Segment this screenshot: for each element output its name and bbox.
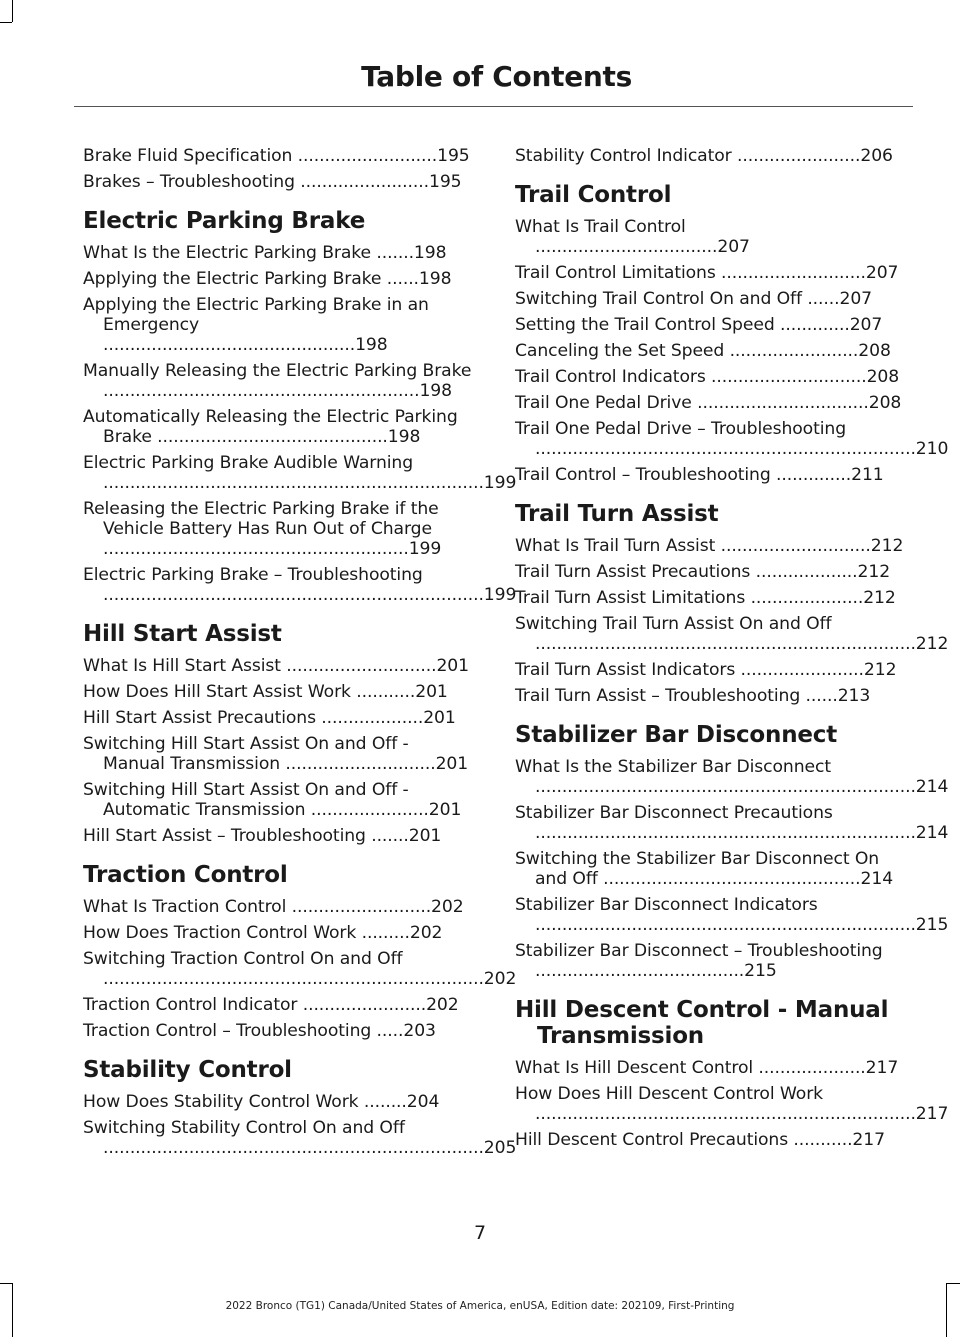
crop-mark-top-left-v (12, 0, 13, 22)
toc-entry[interactable]: Switching Trail Turn Assist On and Off .......................................................................212 (515, 614, 949, 654)
section-heading: Hill Start Assist (83, 621, 282, 647)
toc-entry[interactable]: How Does Traction Control Work .........202 (83, 923, 443, 943)
page-number: 7 (473, 1222, 487, 1244)
toc-entry[interactable]: Trail One Pedal Drive ................................208 (515, 393, 902, 413)
toc-entry[interactable]: Switching Traction Control On and Off .......................................................................202 (83, 949, 517, 989)
toc-entry[interactable]: Electric Parking Brake – Troubleshooting .......................................................................199 (83, 565, 517, 605)
toc-entry[interactable]: Switching Hill Start Assist On and Off - Manual Transmission ............................201 (83, 734, 469, 774)
toc-entry[interactable]: How Does Stability Control Work ........204 (83, 1092, 440, 1112)
toc-entry[interactable]: Setting the Trail Control Speed .............207 (515, 315, 883, 335)
toc-entry[interactable]: What Is the Stabilizer Bar Disconnect .......................................................................214 (515, 757, 949, 797)
section-heading: Traction Control (83, 862, 288, 888)
toc-entry[interactable]: Trail Turn Assist Precautions ...................212 (515, 562, 891, 582)
toc-entry[interactable]: Stabilizer Bar Disconnect – Troubleshooting .......................................215 (515, 941, 883, 981)
toc-entry[interactable]: Trail One Pedal Drive – Troubleshooting .......................................................................210 (515, 419, 949, 459)
crop-mark-bottom-left-h (0, 1283, 12, 1284)
toc-entry[interactable]: Manually Releasing the Electric Parking Brake ...........................................................198 (83, 361, 472, 401)
toc-entry[interactable]: What Is Hill Descent Control ....................217 (515, 1058, 899, 1078)
toc-entry[interactable]: Trail Turn Assist – Troubleshooting ......213 (515, 686, 871, 706)
toc-entry[interactable]: Applying the Electric Parking Brake ......198 (83, 269, 452, 289)
toc-entry[interactable]: Hill Start Assist – Troubleshooting .......201 (83, 826, 442, 846)
toc-entry[interactable]: Trail Turn Assist Limitations .....................212 (515, 588, 896, 608)
toc-entry[interactable]: How Does Hill Descent Control Work .......................................................................217 (515, 1084, 949, 1124)
crop-mark-bottom-right-h (947, 1283, 960, 1284)
toc-entry[interactable]: Stabilizer Bar Disconnect Precautions .......................................................................214 (515, 803, 949, 843)
edition-line: 2022 Bronco (TG1) Canada/United States of America, enUSA, Edition date: 202109, First-Printing (225, 1300, 735, 1312)
section-heading: Hill Descent Control - Manual Transmission (515, 997, 889, 1049)
toc-entry[interactable]: Releasing the Electric Parking Brake if the Vehicle Battery Has Run Out of Charge .........................................................199 (83, 499, 442, 559)
toc-entry[interactable]: Brakes – Troubleshooting ........................195 (83, 172, 462, 192)
toc-entry[interactable]: Stability Control Indicator .......................206 (515, 146, 893, 166)
toc-entry[interactable]: What Is Trail Turn Assist ............................212 (515, 536, 904, 556)
toc-entry[interactable]: Trail Control – Troubleshooting ..............211 (515, 465, 884, 485)
header-rule (74, 106, 913, 107)
toc-entry[interactable]: How Does Hill Start Assist Work ...........201 (83, 682, 448, 702)
toc-entry[interactable]: Trail Control Limitations ...........................207 (515, 263, 899, 283)
page-title: Table of Contents (361, 60, 632, 93)
toc-right-column (515, 146, 949, 1156)
toc-entry[interactable]: Hill Descent Control Precautions ...........217 (515, 1130, 885, 1150)
toc-entry[interactable]: What Is Traction Control ..........................202 (83, 897, 464, 917)
toc-entry[interactable]: Trail Control Indicators .............................208 (515, 367, 900, 387)
toc-entry[interactable]: What Is the Electric Parking Brake .......198 (83, 243, 447, 263)
toc-entry[interactable]: What Is Trail Control ..................................207 (515, 217, 750, 257)
crop-mark-top-left-h (0, 22, 12, 23)
toc-entry[interactable]: Switching Hill Start Assist On and Off - Automatic Transmission ......................201 (83, 780, 462, 820)
section-heading: Stabilizer Bar Disconnect (515, 722, 838, 748)
section-heading: Electric Parking Brake (83, 208, 366, 234)
section-heading: Trail Turn Assist (515, 501, 719, 527)
toc-entry[interactable]: Automatically Releasing the Electric Parking Brake ...........................................198 (83, 407, 458, 447)
toc-entry[interactable]: Applying the Electric Parking Brake in an Emergency ...............................................198 (83, 295, 429, 355)
toc-entry[interactable]: Trail Turn Assist Indicators .......................212 (515, 660, 897, 680)
section-heading: Stability Control (83, 1057, 292, 1083)
toc-entry[interactable]: Brake Fluid Specification ..........................195 (83, 146, 470, 166)
section-heading: Trail Control (515, 182, 672, 208)
toc-entry[interactable]: Traction Control Indicator .......................202 (83, 995, 459, 1015)
toc-entry[interactable]: Traction Control – Troubleshooting .....203 (83, 1021, 436, 1041)
toc-entry[interactable]: Stabilizer Bar Disconnect Indicators .......................................................................215 (515, 895, 949, 935)
toc-entry[interactable]: Switching Stability Control On and Off .......................................................................205 (83, 1118, 517, 1158)
toc-entry[interactable]: Switching Trail Control On and Off ......207 (515, 289, 873, 309)
toc-entry[interactable]: What Is Hill Start Assist ............................201 (83, 656, 469, 676)
toc-entry[interactable]: Hill Start Assist Precautions ...................201 (83, 708, 456, 728)
toc-left-column (83, 146, 517, 1164)
toc-entry[interactable]: Canceling the Set Speed ........................208 (515, 341, 891, 361)
toc-entry[interactable]: Switching the Stabilizer Bar Disconnect On and Off ................................................214 (515, 849, 894, 889)
toc-entry[interactable]: Electric Parking Brake Audible Warning .......................................................................199 (83, 453, 517, 493)
